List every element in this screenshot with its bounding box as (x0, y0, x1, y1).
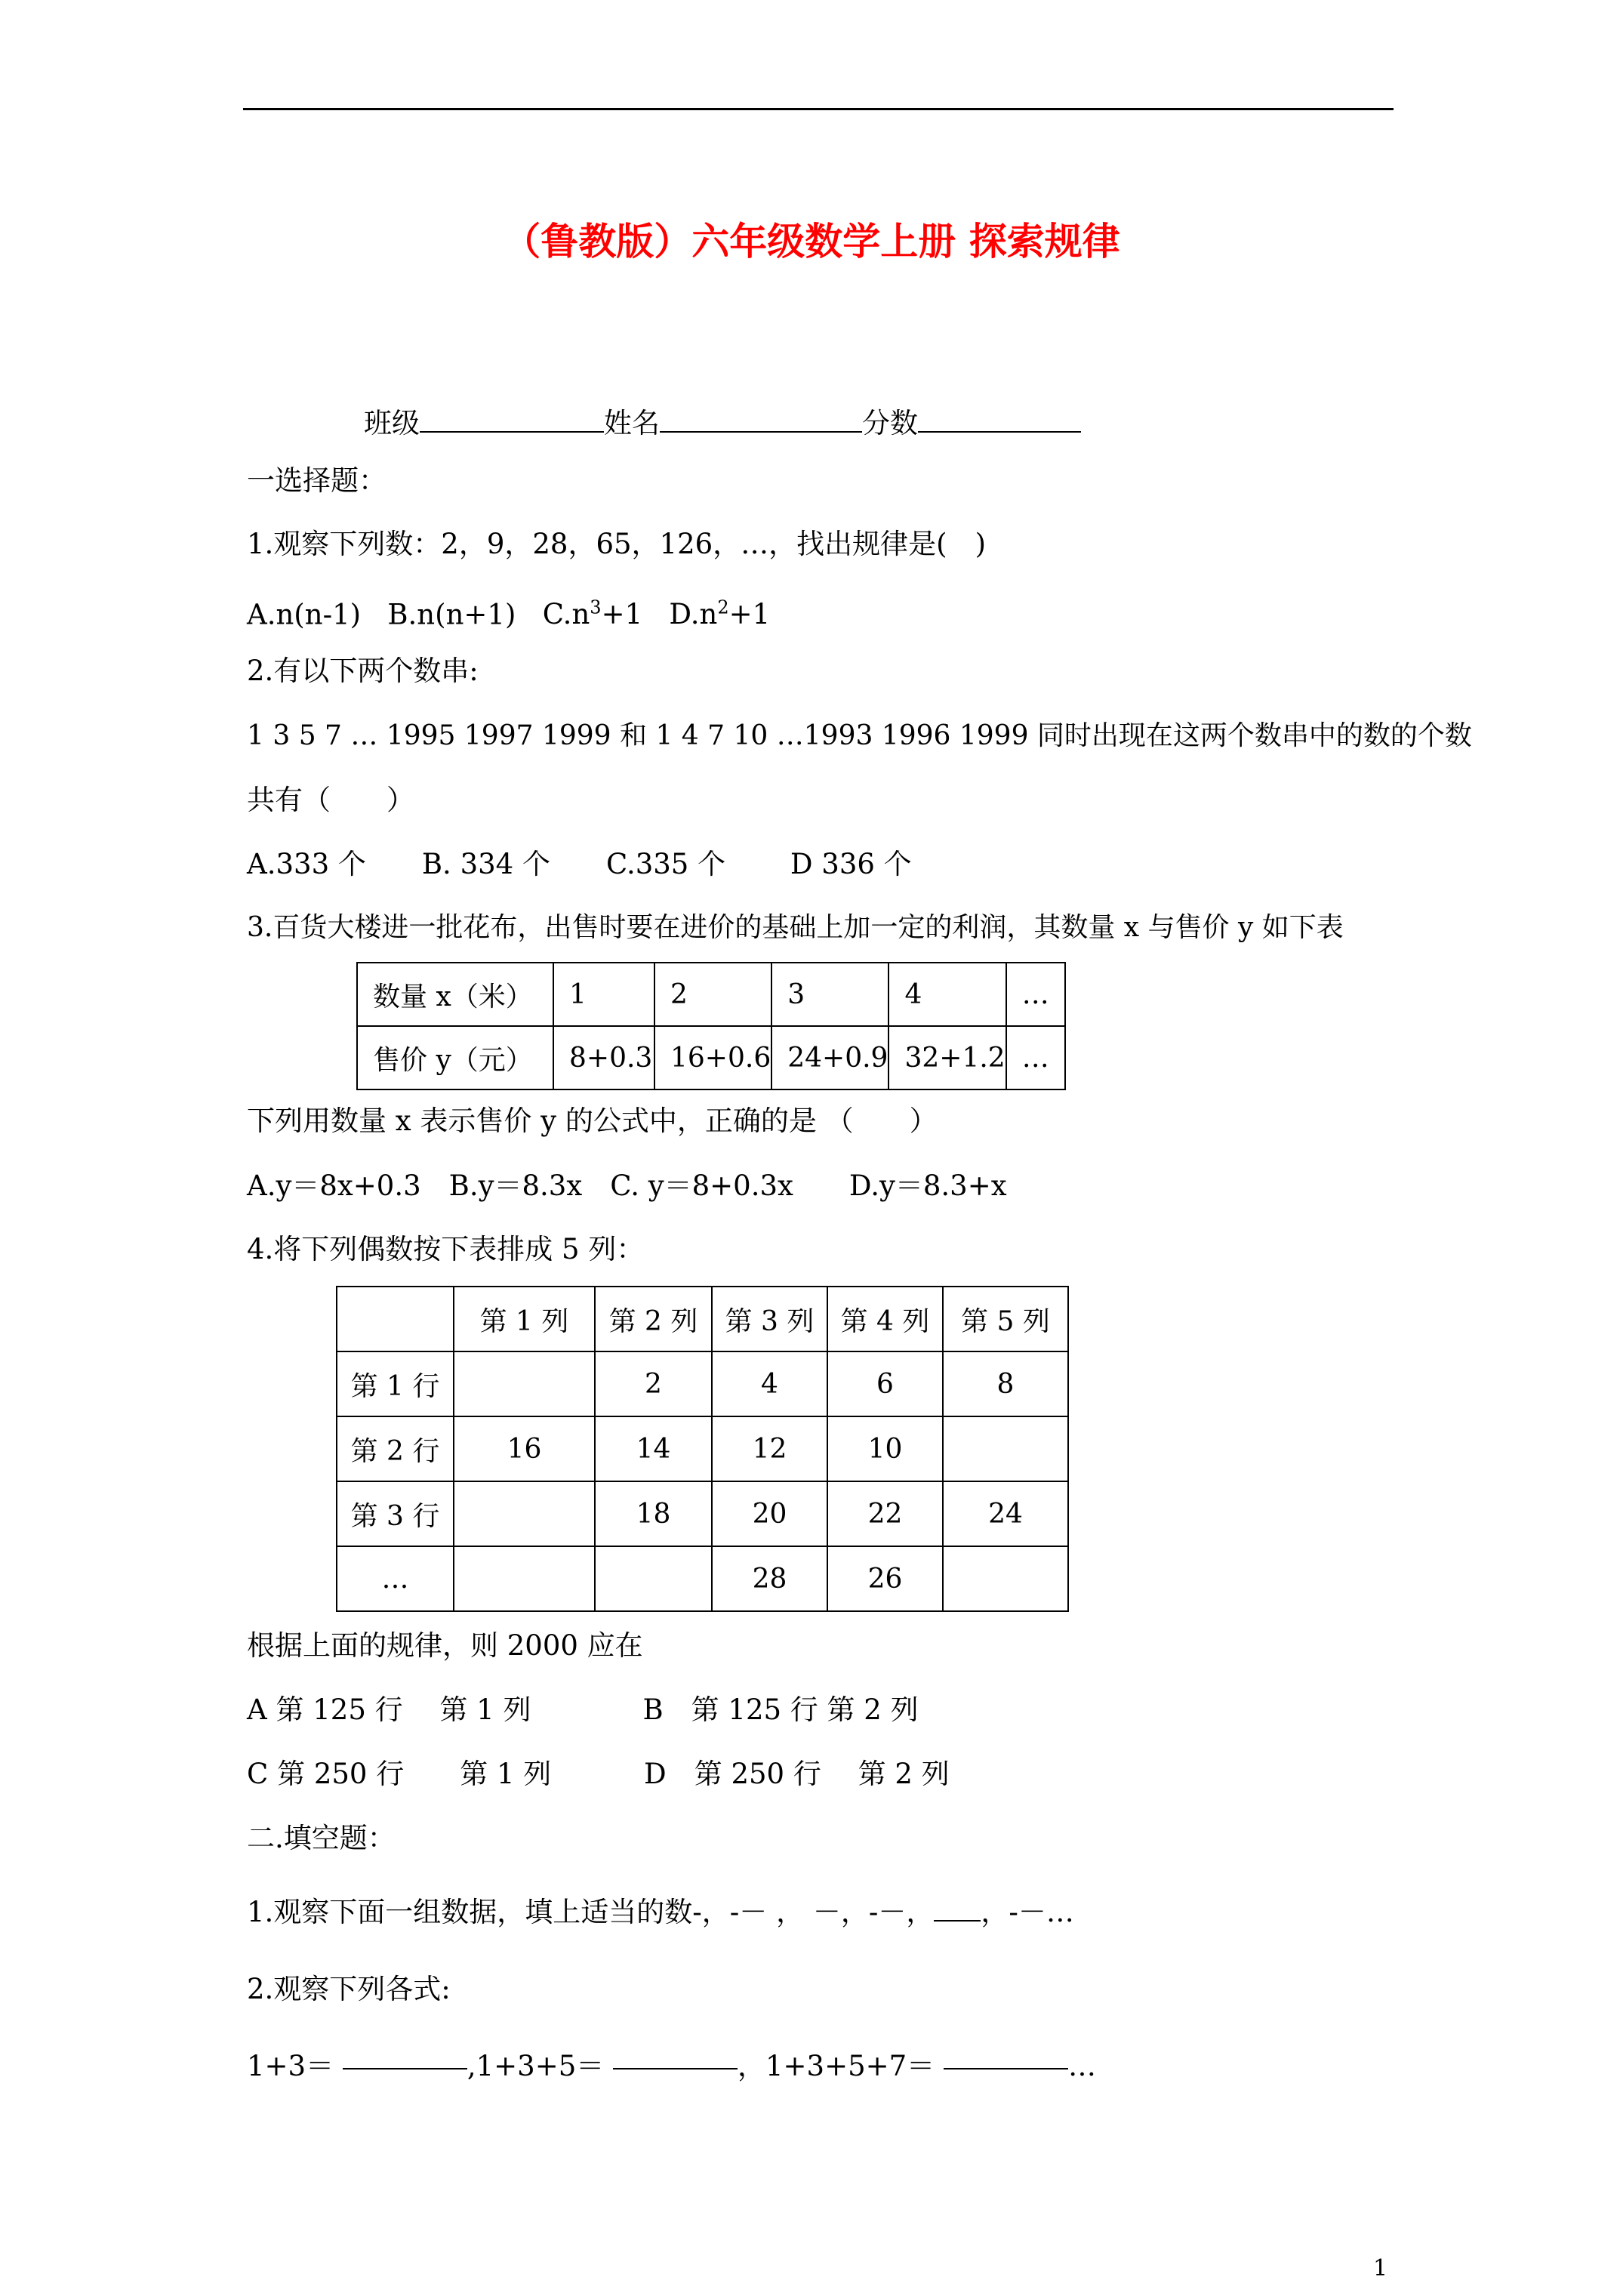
f1-stem: 1.观察下面一组数据，填上适当的数-，-－ ， －，-－， (247, 1896, 935, 1928)
table-cell (454, 1351, 595, 1416)
table-cell: 第 1 列 (454, 1287, 595, 1351)
table-cell: 16 (454, 1416, 595, 1481)
table-cell (337, 1287, 454, 1351)
table-cell: 第 3 列 (712, 1287, 827, 1351)
q4-question: 根据上面的规律，则 2000 应在 (247, 1629, 643, 1662)
table-row (337, 1481, 1068, 1546)
table-cell (595, 1546, 712, 1611)
table-cell: 第 2 列 (595, 1287, 712, 1351)
table-row (337, 1546, 1068, 1611)
table-row (357, 1026, 1065, 1089)
table-cell: 1 (553, 963, 654, 1026)
table-cell: 4 (888, 963, 1006, 1026)
table-cell: … (337, 1546, 454, 1611)
table-cell: 第 1 行 (337, 1351, 454, 1416)
table-cell: 26 (827, 1546, 943, 1611)
f2-expr-1: 1+3＝ (247, 2050, 334, 2082)
table-cell: 4 (712, 1351, 827, 1416)
q1-option-a: A.n(n-1) (247, 598, 362, 631)
q2-options: A.333 个 B. 334 个 C.335 个 D 336 个 (247, 848, 912, 880)
table-cell: 20 (712, 1481, 827, 1546)
table-cell: 3 (771, 963, 888, 1026)
table-cell: 10 (827, 1416, 943, 1481)
table-row (337, 1416, 1068, 1481)
table-cell: 16+0.6 (654, 1026, 771, 1089)
q2-line2: 共有（ ） (247, 784, 414, 816)
q4-options-ab: A 第 125 行 第 1 列 B 第 125 行 第 2 列 (247, 1693, 919, 1726)
class-label: 班级 (364, 407, 420, 439)
table-cell: 28 (712, 1546, 827, 1611)
student-info-line (364, 404, 1081, 442)
q3-stem: 3.百货大楼进一批花布，出售时要在进价的基础上加一定的利润，其数量 x 与售价 y 如下表 (247, 912, 1344, 943)
table-cell: 8+0.3 (553, 1026, 654, 1089)
table-row (337, 1351, 1068, 1416)
name-blank[interactable] (660, 404, 862, 433)
f2-expressions (247, 2048, 1096, 2085)
table-cell: 2 (654, 963, 771, 1026)
q3-options: A.y＝8x+0.3 B.y＝8.3x C. y＝8+0.3x D.y＝8.3+x (247, 1170, 1007, 1202)
page-title: （鲁教版）六年级数学上册 探索规律 (503, 220, 1120, 264)
table-cell: 22 (827, 1481, 943, 1546)
table-cell: … (1006, 963, 1065, 1026)
f2-expr-3: ，1+3+5+7＝ (738, 2050, 935, 2082)
table-cell (943, 1416, 1068, 1481)
f2-stem: 2.观察下列各式: (247, 1973, 451, 2005)
score-label: 分数 (862, 407, 918, 439)
f2-ellipsis: … (1067, 2050, 1096, 2082)
table-cell: 第 5 列 (943, 1287, 1068, 1351)
q3-question: 下列用数量 x 表示售价 y 的公式中，正确的是 （ ） (247, 1105, 938, 1137)
f2-expr-2: ,1+3+5＝ (467, 2050, 605, 2082)
f1-line (247, 1894, 1074, 1931)
table-cell: 32+1.2 (888, 1026, 1006, 1089)
q4-options-cd: C 第 250 行 第 1 列 D 第 250 行 第 2 列 (247, 1758, 950, 1790)
f2-blank-2[interactable] (613, 2068, 738, 2069)
section-fill-heading: 二.填空题： (247, 1822, 396, 1854)
section-choice-heading: 一选择题： (247, 464, 387, 497)
f1-answer-blank[interactable] (934, 1897, 981, 1922)
table-cell: … (1006, 1026, 1065, 1089)
table-cell: 第 3 行 (337, 1481, 454, 1546)
table-cell: 18 (595, 1481, 712, 1546)
table-cell: 数量 x（米） (357, 963, 553, 1026)
table-cell: 2 (595, 1351, 712, 1416)
f2-blank-3[interactable] (944, 2068, 1068, 2069)
q2-stem: 2.有以下两个数串: (247, 655, 479, 687)
table-cell: 6 (827, 1351, 943, 1416)
q1-stem: 1.观察下列数：2，9，28，65，126，…，找出规律是( ) (247, 528, 987, 560)
table-cell: 8 (943, 1351, 1068, 1416)
q1-options (247, 589, 770, 633)
q2-line1: 1 3 5 7 … 1995 1997 1999 和 1 4 7 10 …1993 1996 1999 同时出现在这两个数串中的数的个数 (247, 720, 1472, 751)
table-row (357, 963, 1065, 1026)
q4-table (336, 1286, 1069, 1612)
table-cell: 第 2 行 (337, 1416, 454, 1481)
class-blank[interactable] (420, 404, 604, 433)
header-rule (243, 108, 1394, 110)
table-cell: 24 (943, 1481, 1068, 1546)
f2-blank-1[interactable] (343, 2068, 467, 2069)
q3-table (356, 962, 1066, 1090)
q1-option-d: $D.n^2+1$ (669, 597, 771, 631)
q1-option-c: $C.n^3+1$ (542, 597, 643, 631)
table-cell: 12 (712, 1416, 827, 1481)
table-cell (943, 1546, 1068, 1611)
f1-tail: ，-－… (981, 1896, 1074, 1928)
table-cell: 第 4 列 (827, 1287, 943, 1351)
q1-option-b: B.n(n+1) (387, 598, 516, 631)
page-number: 1 (1373, 2255, 1388, 2282)
score-blank[interactable] (918, 404, 1081, 433)
q4-stem: 4.将下列偶数按下表排成 5 列： (247, 1233, 645, 1265)
table-row (337, 1287, 1068, 1351)
table-cell: 24+0.9 (771, 1026, 888, 1089)
name-label: 姓名 (604, 407, 660, 439)
table-cell (454, 1481, 595, 1546)
table-cell (454, 1546, 595, 1611)
table-cell: 售价 y（元） (357, 1026, 553, 1089)
table-cell: 14 (595, 1416, 712, 1481)
